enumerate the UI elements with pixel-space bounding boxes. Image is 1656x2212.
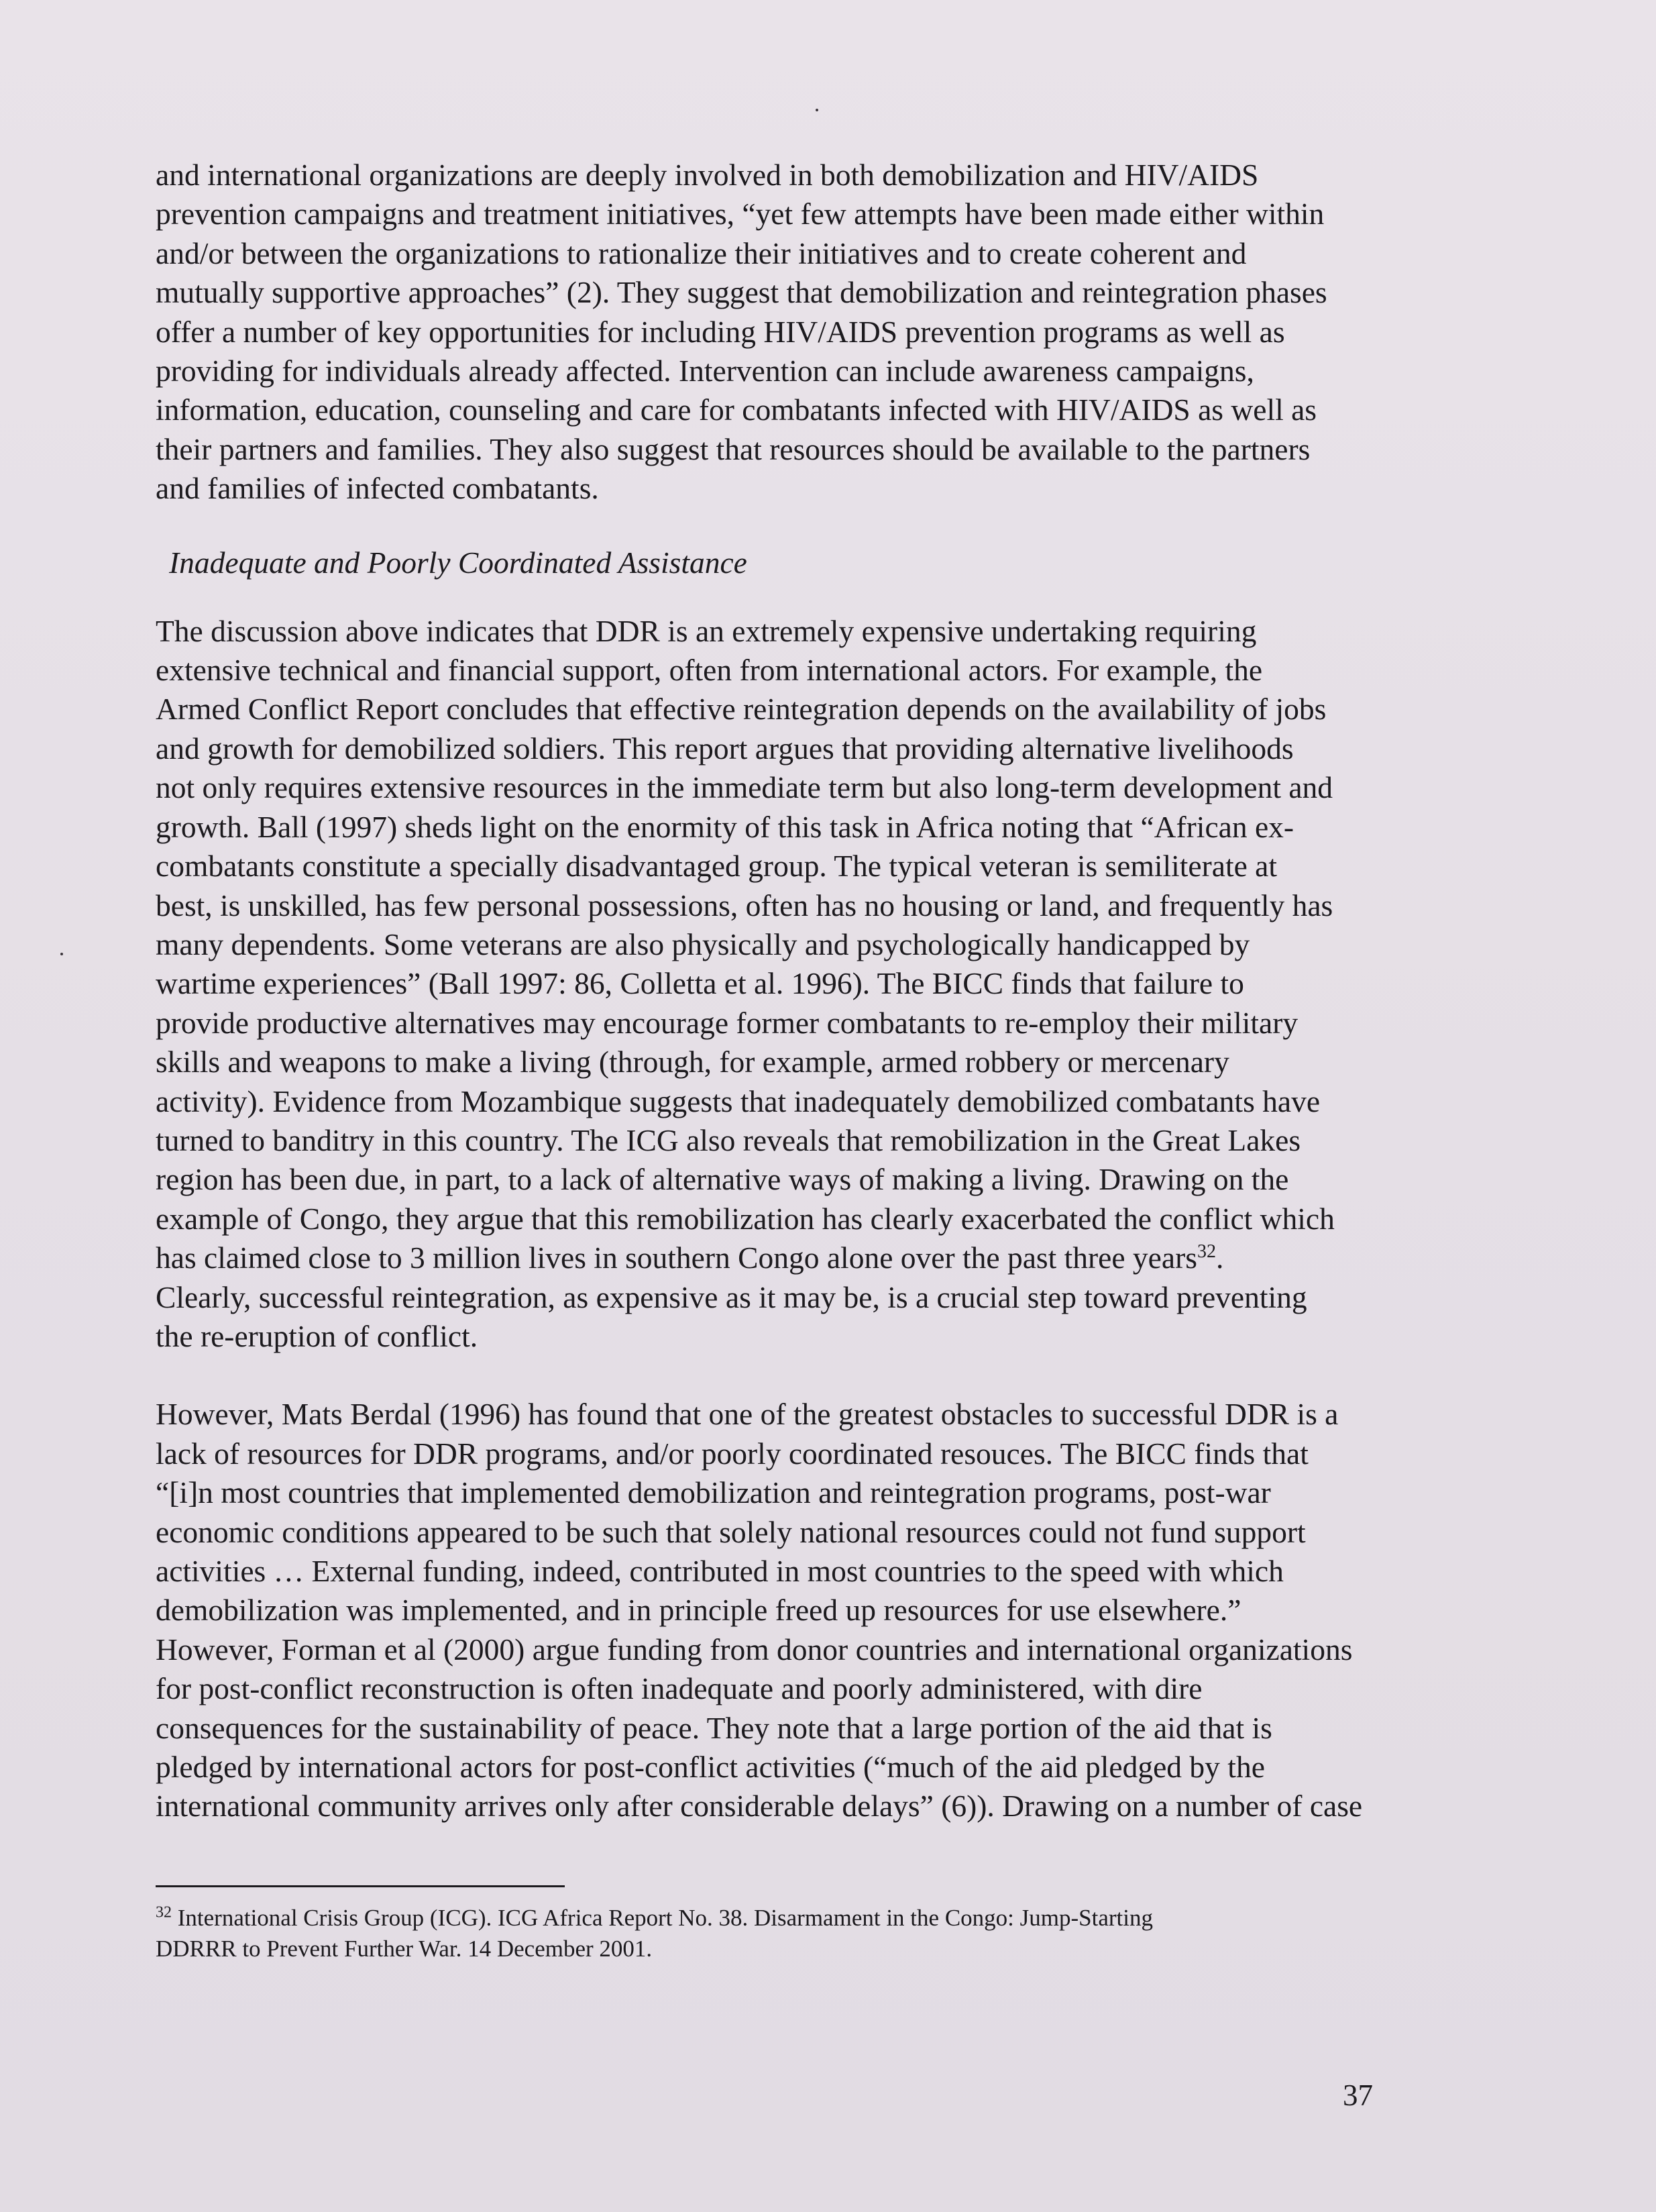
text-line: wartime experiences” (Ball 1997: 86, Colletta et al. 1996). The BICC finds that failure to [156,966,1244,1001]
text-line: turned to banditry in this country. The ICG also reveals that remobilization in the Great Lakes [156,1122,1301,1157]
text-line: demobilization was implemented, and in principle freed up resources for use elsewhere.” [156,1593,1241,1628]
text-line: their partners and families. They also suggest that resources should be available to the partners [156,431,1311,466]
text-line: international community arrives only after considerable delays” (6)). Drawing on a number of case [156,1789,1363,1824]
text-line: and international organizations are deeply involved in both demobilization and HIV/AIDS [156,158,1259,192]
text-line: The discussion above indicates that DDR is an extremely expensive undertaking requiring [156,613,1257,648]
text-line: activity). Evidence from Mozambique suggests that inadequately demobilized combatants have [156,1084,1321,1118]
text-line: example of Congo, they argue that this remobilization has clearly exacerbated the conflict which [156,1201,1335,1236]
footnote-text: International Crisis Group (ICG). ICG Africa Report No. 38. Disarmament in the Congo: Jump-Starting [172,1905,1153,1931]
text-line: information, education, counseling and care for combatants infected with HIV/AIDS as well as [156,392,1317,427]
text-line: and/or between the organizations to rationalize their initiatives and to create coherent and [156,235,1247,270]
text-line: best, is unskilled, has few personal possessions, often has no housing or land, and frequently has [156,888,1333,923]
paragraph-gap [156,1356,1510,1395]
footnote-line: DDRRR to Prevent Further War. 14 December 2001. [156,1936,653,1962]
text-line: However, Forman et al (2000) argue funding from donor countries and international organizations [156,1632,1353,1667]
text-line: and growth for demobilized soldiers. This report argues that providing alternative livelihoods [156,731,1294,766]
text-line: provide productive alternatives may encourage former combatants to re-employ their military [156,1005,1299,1040]
text-line: “[i]n most countries that implemented demobilization and reintegration programs, post-war [156,1475,1271,1510]
text-line: skills and weapons to make a living (through, for example, armed robbery or mercenary [156,1045,1229,1079]
text-line: combatants constitute a specially disadvantaged group. The typical veteran is semiliterate at [156,849,1277,884]
footnote-reference[interactable]: 32 [1197,1241,1216,1262]
footnote [156,1903,1430,1964]
footnote-divider [156,1885,565,1887]
text-line-body: has claimed close to 3 million lives in southern Congo alone over the past three years [156,1241,1197,1275]
paragraph-hiv-aids [156,156,1510,509]
text-line: prevention campaigns and treatment initiatives, “yet few attempts have been made either within [156,197,1325,231]
text-line: economic conditions appeared to be such that solely national resources could not fund support [156,1514,1306,1549]
footnote-line [156,1903,1430,1934]
text-line: Clearly, successful reintegration, as expensive as it may be, is a crucial step toward preventing [156,1279,1307,1314]
text-line: providing for individuals already affected. Intervention can include awareness campaigns, [156,354,1254,388]
text-line: mutually supportive approaches” (2). They suggest that demobilization and reintegration phases [156,275,1327,310]
paragraph-ddr-expense [156,612,1510,1357]
text-line: lack of resources for DDR programs, and/or poorly coordinated resouces. The BICC finds that [156,1436,1309,1471]
text-line: consequences for the sustainability of peace. They note that a large portion of the aid that is [156,1710,1272,1745]
paragraph-resources [156,1395,1510,1826]
text-line: offer a number of key opportunities for including HIV/AIDS prevention programs as well as [156,314,1285,349]
page-number: 37 [1343,2078,1373,2112]
text-line: not only requires extensive resources in the immediate term but also long-term development and [156,770,1333,805]
text-line: Armed Conflict Report concludes that effective reintegration depends on the availability of jobs [156,692,1327,727]
text-line: extensive technical and financial support, often from international actors. For example, the [156,653,1263,688]
footnote-number: 32 [156,1903,172,1921]
text-line: pledged by international actors for post-conflict activities (“much of the aid pledged by the [156,1750,1265,1785]
text-line: and families of infected combatants. [156,471,599,506]
text-line: growth. Ball (1997) sheds light on the enormity of this task in Africa noting that “African ex- [156,809,1294,844]
text-line-end: . [1215,1241,1224,1275]
text-line: activities … External funding, indeed, contributed in most countries to the speed with which [156,1554,1284,1588]
text-line: However, Mats Berdal (1996) has found that one of the greatest obstacles to successful DDR is a [156,1397,1339,1432]
body-text [156,156,1510,1826]
text-line: for post-conflict reconstruction is often inadequate and poorly administered, with dire [156,1671,1203,1706]
section-heading: Inadequate and Poorly Coordinated Assistance [169,545,747,580]
scan-speck [60,953,63,955]
scan-speck [816,109,818,111]
text-line: many dependents. Some veterans are also physically and psychologically handicapped by [156,927,1250,961]
text-line: region has been due, in part, to a lack of alternative ways of making a living. Drawing on the [156,1162,1289,1197]
text-line: the re-eruption of conflict. [156,1318,478,1353]
text-line-with-footnote [156,1239,1510,1277]
